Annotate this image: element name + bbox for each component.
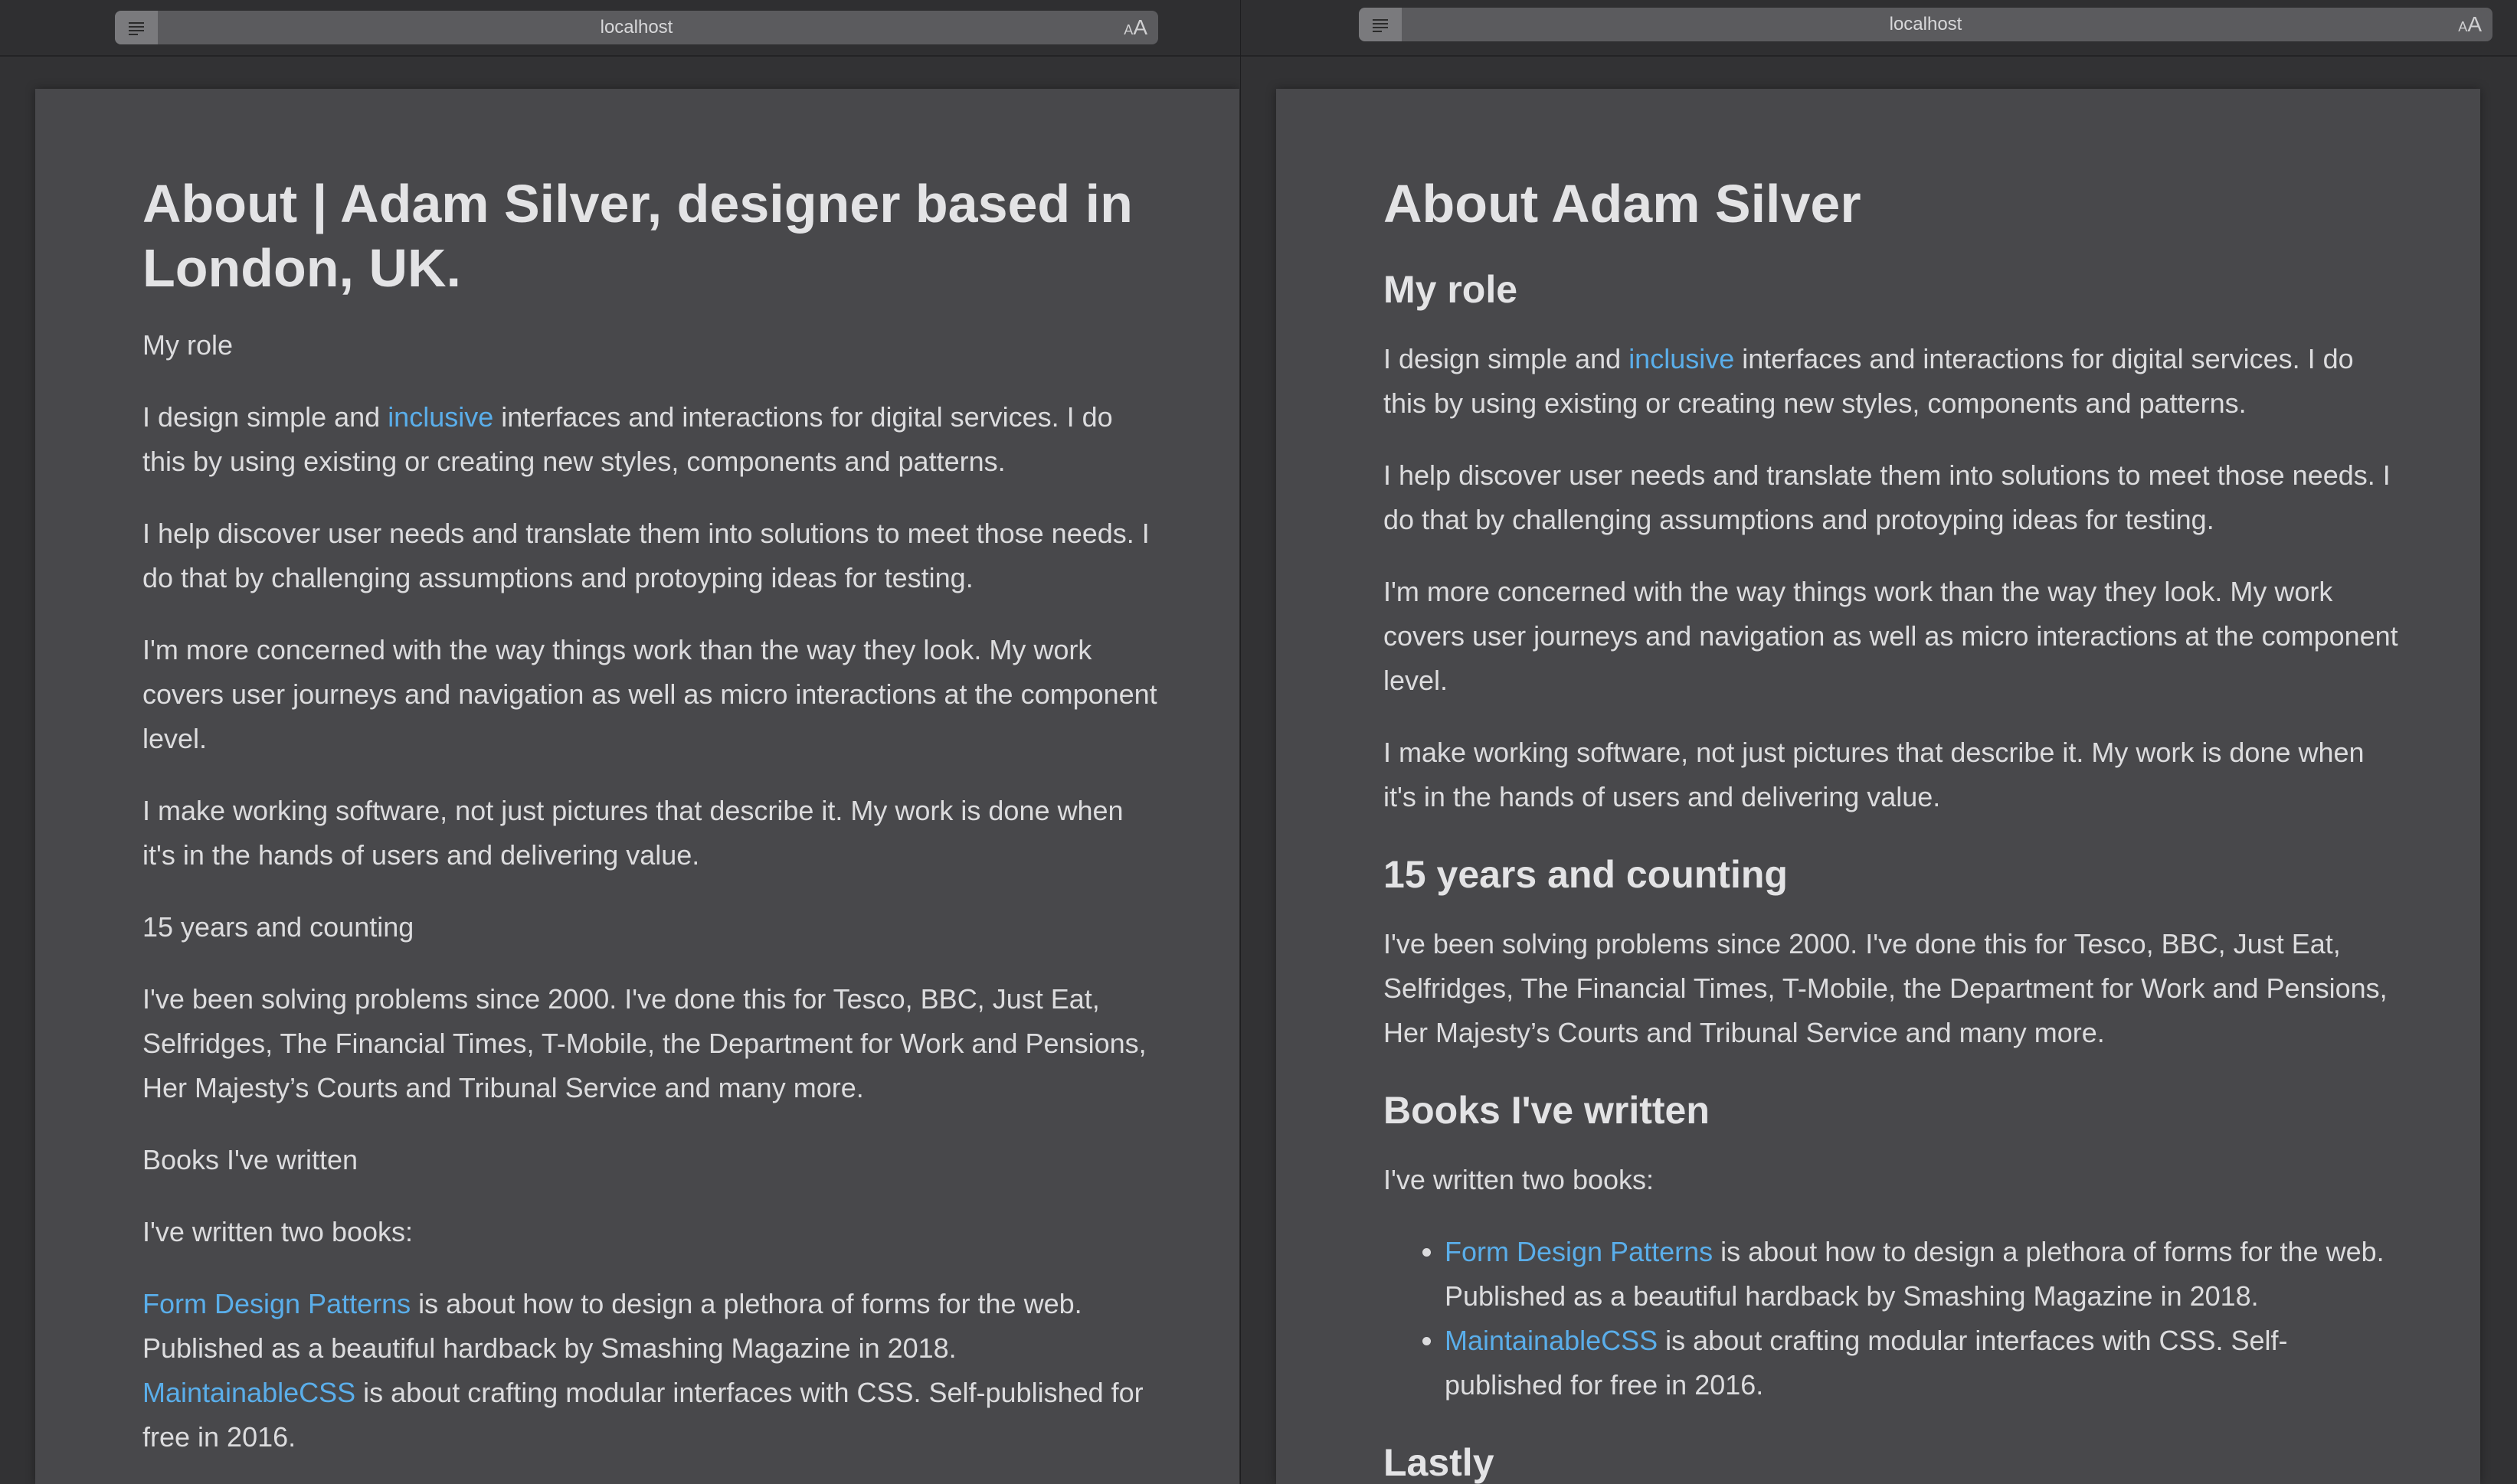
text-size-button[interactable] [1124, 11, 1147, 44]
paragraph-software: I make working software, not just pictures that describe it. My work is done when it's in the hands of users and delivering value. [1383, 737, 2365, 812]
url-text[interactable]: localhost [600, 17, 673, 38]
paragraph-role: I design simple and inclusive interfaces and interactions for digital services. I do this by using existing or creating new styles, components and patterns. [1383, 343, 2354, 419]
list-item: • MaintainableCSS is about crafting modular interfaces with CSS. Self-published for free in 2016. [1445, 1319, 2402, 1407]
inclusive-link[interactable]: inclusive [388, 401, 494, 433]
text-size-large-icon: A [2467, 12, 2482, 36]
page-title: About Adam Silver [1383, 174, 1861, 234]
paragraph-clients: I've been solving problems since 2000. I've done this for Tesco, BBC, Just Eat, Selfridges, The Financial Times, T-Mobile, the Department for Work and Pensions, Her Majesty’s Courts and Tribunal Service and many more. [1383, 928, 2388, 1048]
lastly-heading: Lastly [1383, 1441, 1494, 1484]
text-size-button[interactable] [2458, 8, 2482, 41]
article-content [142, 172, 1161, 1459]
maintainablecss-link[interactable]: MaintainableCSS [142, 1377, 356, 1408]
text-size-small-icon: A [2458, 19, 2468, 34]
paragraph-role: I design simple and inclusive interfaces and interactions for digital services. I do this by using existing or creating new styles, components and patterns. [142, 401, 1113, 477]
role-heading: My role [1383, 268, 1518, 311]
books-intro: I've written two books: [142, 1216, 414, 1247]
books-list: Form Design Patterns is about how to design a plethora of forms for the web. Published as a beautiful hardback by Smashing Magazine in 2018. MaintainableCSS is about crafting modular interfaces with CSS. Self-published for free in 2016. [142, 1288, 1144, 1453]
address-bar[interactable] [115, 11, 1158, 44]
list-item: • Form Design Patterns is about how to design a plethora of forms for the web. Published as a beautiful hardback by Smashing Magazine in 2018. [1445, 1230, 2402, 1319]
paragraph-discover: I help discover user needs and translate them into solutions to meet those needs. I do that by challenging assumptions and protoyping ideas for testing. [142, 518, 1150, 593]
years-heading: 15 years and counting [1383, 853, 1788, 896]
reader-sheet [35, 89, 1239, 1484]
form-design-patterns-link[interactable]: Form Design Patterns [142, 1288, 411, 1319]
article-content [1383, 172, 2402, 1484]
books-heading: Books I've written [142, 1144, 358, 1175]
text-size-small-icon: A [1124, 22, 1134, 38]
paragraph-concerned: I'm more concerned with the way things work than the way they look. My work covers user journeys and navigation as well as micro interactions at the component level. [142, 634, 1157, 754]
years-heading: 15 years and counting [142, 911, 414, 943]
books-heading: Books I've written [1383, 1089, 1710, 1132]
maintainablecss-link[interactable]: MaintainableCSS [1445, 1325, 1658, 1356]
url-text[interactable]: localhost [1889, 14, 1962, 34]
form-design-patterns-link[interactable]: Form Design Patterns [1445, 1236, 1713, 1267]
text-size-large-icon: A [1133, 15, 1147, 39]
left-browser-pane [0, 0, 1241, 1484]
books-intro: I've written two books: [1383, 1164, 1655, 1195]
paragraph-clients: I've been solving problems since 2000. I've done this for Tesco, BBC, Just Eat, Selfridges, The Financial Times, T-Mobile, the Department for Work and Pensions, Her Majesty’s Courts and Tribunal Service and many more. [142, 983, 1147, 1103]
paragraph-software: I make working software, not just pictures that describe it. My work is done when it's in the hands of users and delivering value. [142, 795, 1124, 871]
role-heading: My role [142, 329, 234, 361]
right-browser-pane [1241, 0, 2517, 1484]
browser-toolbar [0, 0, 1241, 57]
paragraph-concerned: I'm more concerned with the way things work than the way they look. My work covers user journeys and navigation as well as micro interactions at the component level. [1383, 576, 2398, 696]
page-title: About | Adam Silver, designer based in London, UK. [142, 174, 1133, 298]
paragraph-discover: I help discover user needs and translate them into solutions to meet those needs. I do that by challenging assumptions and protoyping ideas for testing. [1383, 459, 2391, 535]
address-bar[interactable] [1359, 8, 2492, 41]
browser-toolbar [1241, 0, 2517, 57]
books-list [1383, 1230, 2402, 1407]
reader-sheet [1276, 89, 2480, 1484]
inclusive-link[interactable]: inclusive [1628, 343, 1735, 374]
